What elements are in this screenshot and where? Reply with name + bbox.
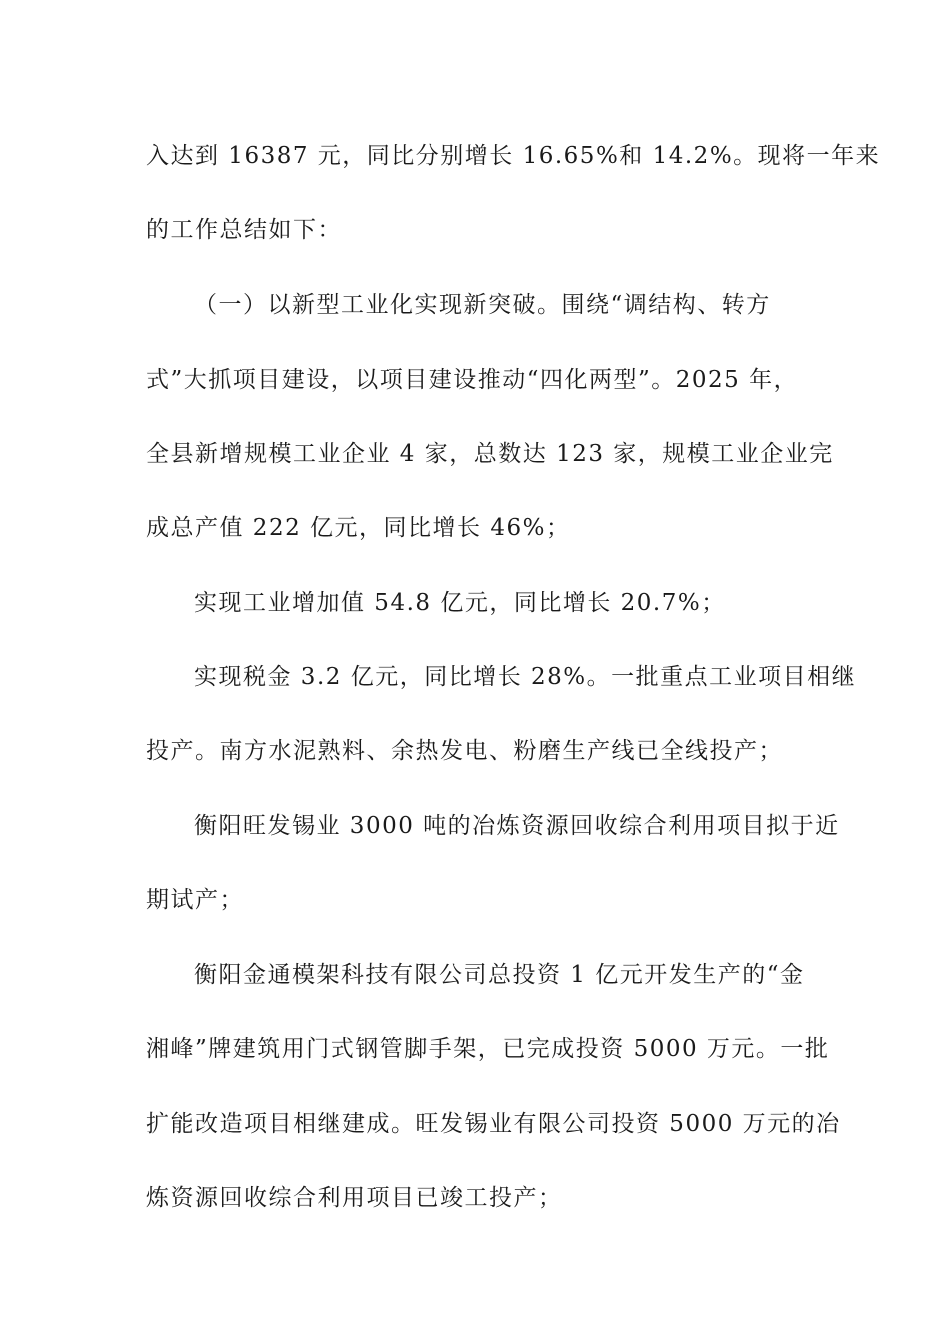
paragraph-line: 全县新增规模工业企业 4 家，总数达 123 家，规模工业企业完: [146, 441, 834, 467]
paragraph-line: 投产。南方水泥熟料、余热发电、粉磨生产线已全线投产；: [146, 738, 783, 764]
paragraph-line: 实现税金 3.2 亿元，同比增长 28%。一批重点工业项目相继: [194, 664, 857, 690]
paragraph-line: 实现工业增加值 54.8 亿元，同比增长 20.7%；: [194, 590, 726, 616]
paragraph-line: （一）以新型工业化实现新突破。围绕“调结构、转方: [194, 292, 771, 318]
paragraph-line: 衡阳旺发锡业 3000 吨的冶炼资源回收综合利用项目拟于近: [194, 813, 840, 839]
paragraph-line: 式”大抓项目建设，以项目建设推动“四化两型”。2025 年，: [146, 367, 799, 393]
paragraph-line: 入达到 16387 元，同比分别增长 16.65%和 14.2%。现将一年来: [146, 143, 881, 169]
paragraph-line: 成总产值 222 亿元，同比增长 46%；: [146, 515, 571, 541]
paragraph-line: 期试产；: [146, 887, 244, 913]
paragraph-line: 衡阳金通模架科技有限公司总投资 1 亿元开发生产的“金: [194, 962, 805, 988]
paragraph-line: 的工作总结如下：: [146, 217, 342, 243]
paragraph-line: 湘峰”牌建筑用门式钢管脚手架，已完成投资 5000 万元。一批: [146, 1036, 830, 1062]
paragraph-line: 扩能改造项目相继建成。旺发锡业有限公司投资 5000 万元的冶: [146, 1111, 841, 1137]
paragraph-line: 炼资源回收综合利用项目已竣工投产；: [146, 1185, 563, 1211]
